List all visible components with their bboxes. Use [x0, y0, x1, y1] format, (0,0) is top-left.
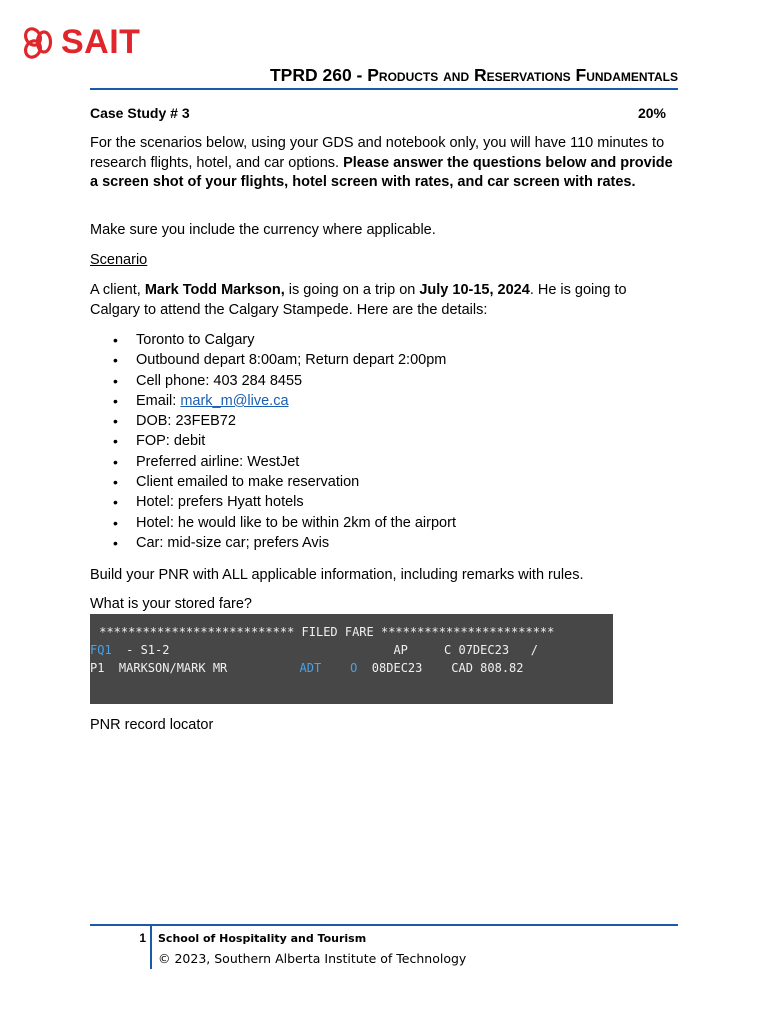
title-word-4: Fundamentals — [575, 65, 678, 85]
title-word-1: Products — [367, 65, 439, 85]
terminal-line-passenger — [90, 659, 524, 677]
scenario-text-3: . He is going to Calgary to attend the Calgary Stampede. Here are the details: — [90, 282, 627, 318]
intro-text: For the scenarios below, using your GDS and notebook only, you will have 110 minutes to research flights, hotel, and car options. — [90, 135, 665, 171]
list-item: • Client emailed to make reservation — [90, 472, 650, 492]
terminal-o: O — [350, 661, 358, 675]
build-pnr-instruction: Build your PNR with ALL applicable information, including remarks with rules. — [90, 567, 584, 583]
email-link[interactable]: mark_m@live.ca — [180, 392, 289, 409]
list-item: • FOP: debit — [90, 431, 650, 451]
terminal-line-fq — [90, 641, 538, 659]
sait-logo-icon — [22, 24, 58, 60]
list-item: • Preferred airline: WestJet — [90, 452, 650, 472]
document-title — [90, 64, 678, 86]
logo-text: SAIT — [61, 23, 141, 61]
list-item: • Toronto to Calgary — [90, 330, 650, 350]
terminal-gap — [321, 661, 350, 675]
list-item: • Hotel: prefers Hyatt hotels — [90, 492, 650, 512]
title-word-3: Reservations — [474, 65, 571, 85]
pnr-locator-label: PNR record locator — [90, 717, 214, 733]
scenario-text-2: is going on a trip on — [284, 282, 420, 298]
case-study-label: Case Study # 3 — [90, 105, 190, 121]
footer-divider — [90, 924, 678, 926]
footer-school: School of Hospitality and Tourism — [158, 932, 367, 945]
currency-note: Make sure you include the currency where applicable. — [90, 222, 436, 238]
scenario-text-1: A client, — [90, 282, 145, 298]
title-divider — [90, 88, 678, 90]
terminal-fq-code: FQ1 — [90, 643, 112, 657]
stored-fare-question: What is your stored fare? — [90, 596, 252, 612]
gds-filed-fare-screenshot — [90, 614, 613, 704]
terminal-fare: 08DEC23 CAD 808.82 — [357, 661, 524, 675]
client-name: Mark Todd Markson, — [144, 282, 285, 298]
intro-paragraph — [90, 134, 680, 193]
list-item: • Car: mid-size car; prefers Avis — [90, 533, 650, 553]
scenario-paragraph — [90, 281, 680, 320]
list-item: • Outbound depart 8:00am; Return depart 2:00pm — [90, 350, 650, 370]
list-item: • Hotel: he would like to be within 2km of the airport — [90, 513, 650, 533]
scenario-heading: Scenario — [90, 252, 148, 268]
list-item: • Cell phone: 403 284 8455 — [90, 371, 650, 391]
page-number: 1 — [139, 931, 146, 945]
title-prefix: TPRD 260 - — [269, 65, 368, 85]
terminal-passenger: P1 MARKSON/MARK MR — [90, 661, 300, 675]
details-list — [90, 330, 650, 553]
terminal-line-header: *************************** FILED FARE ************************ — [92, 625, 555, 639]
list-item: • DOB: 23FEB72 — [90, 411, 650, 431]
title-word-2: and — [443, 65, 470, 85]
terminal-adt: ADT — [299, 661, 322, 675]
intro-bold-text: Please answer the questions below and provide a screen shot of your flights, hotel screen with rates, and car screen with rates. — [90, 154, 673, 190]
footer-vertical-divider — [150, 926, 152, 969]
case-study-header — [90, 105, 666, 121]
footer-copyright: © 2023, Southern Alberta Institute of Technology — [158, 951, 467, 966]
email-label: Email: — [136, 392, 181, 409]
case-study-weight: 20% — [637, 105, 666, 121]
trip-dates: July 10-15, 2024 — [419, 282, 530, 298]
terminal-fq-rest: - S1-2 AP C 07DEC23 / — [111, 643, 538, 657]
list-item — [90, 391, 650, 411]
sait-logo — [22, 22, 140, 62]
